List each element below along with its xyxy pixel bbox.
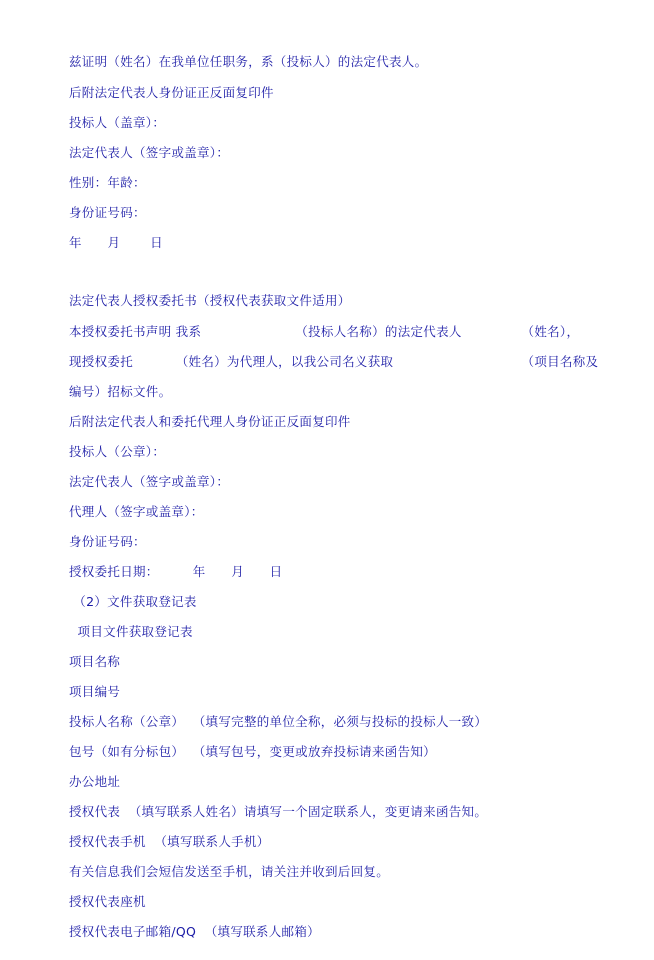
authorized-rep-mobile-label: 授权代表手机 （填写联系人手机） xyxy=(69,834,270,849)
registration-table-title: 项目文件获取登记表 xyxy=(69,624,193,639)
legal-rep-signature-field: 法定代表人（签字或盖章）： xyxy=(69,145,230,160)
sms-notice: 有关信息我们会短信发送至手机，请关注并收到后回复。 xyxy=(69,864,390,879)
authorized-rep-landline-label: 授权代表座机 xyxy=(69,894,146,909)
project-number-label: 项目编号 xyxy=(69,684,121,699)
id-copy-note: 后附法定代表人身份证正反面复印件 xyxy=(69,85,274,100)
authorization-statement-3: 编号）招标文件。 xyxy=(69,384,172,399)
gender-age-field: 性别：年龄： xyxy=(69,175,146,190)
bidder-official-seal-field: 投标人（公章）： xyxy=(69,444,166,459)
package-number-label: 包号（如有分标包） （填写包号，变更或放弃投标请来函告知） xyxy=(69,744,436,759)
office-address-label: 办公地址 xyxy=(69,774,121,789)
authorization-statement-2: 现授权委托 （姓名）为代理人，以我公司名义获取 （项目名称及 xyxy=(69,354,599,369)
date-field: 年 月 日 xyxy=(69,235,163,250)
authorized-rep-label: 授权代表 （填写联系人姓名）请填写一个固定联系人，变更请来函告知。 xyxy=(69,804,488,819)
id-copy-note-2: 后附法定代表人和委托代理人身份证正反面复印件 xyxy=(69,414,351,429)
agent-signature-field: 代理人（签字或盖章）： xyxy=(69,504,204,519)
id-number-field: 身份证号码： xyxy=(69,205,146,220)
id-number-field-2: 身份证号码： xyxy=(69,534,146,549)
authorization-statement-1: 本授权委托书声明 我系 （投标人名称）的法定代表人 （姓名）， xyxy=(69,324,580,339)
bidder-seal-field: 投标人（盖章）： xyxy=(69,115,166,130)
authorization-title: 法定代表人授权委托书（授权代表获取文件适用） xyxy=(69,293,351,308)
legal-rep-signature-field-2: 法定代表人（签字或盖章）： xyxy=(69,474,230,489)
project-name-label: 项目名称 xyxy=(69,654,121,669)
bidder-name-label: 投标人名称（公章） （填写完整的单位全称，必须与投标的投标人一致） xyxy=(69,714,488,729)
registration-section-heading: （2）文件获取登记表 xyxy=(69,594,197,609)
authorized-rep-email-label: 授权代表电子邮箱/QQ （填写联系人邮箱） xyxy=(69,924,320,939)
certification-statement: 兹证明（姓名）在我单位任职务，系（投标人）的法定代表人。 xyxy=(69,54,428,69)
authorization-date-field: 授权委托日期： 年 月 日 xyxy=(69,564,283,579)
